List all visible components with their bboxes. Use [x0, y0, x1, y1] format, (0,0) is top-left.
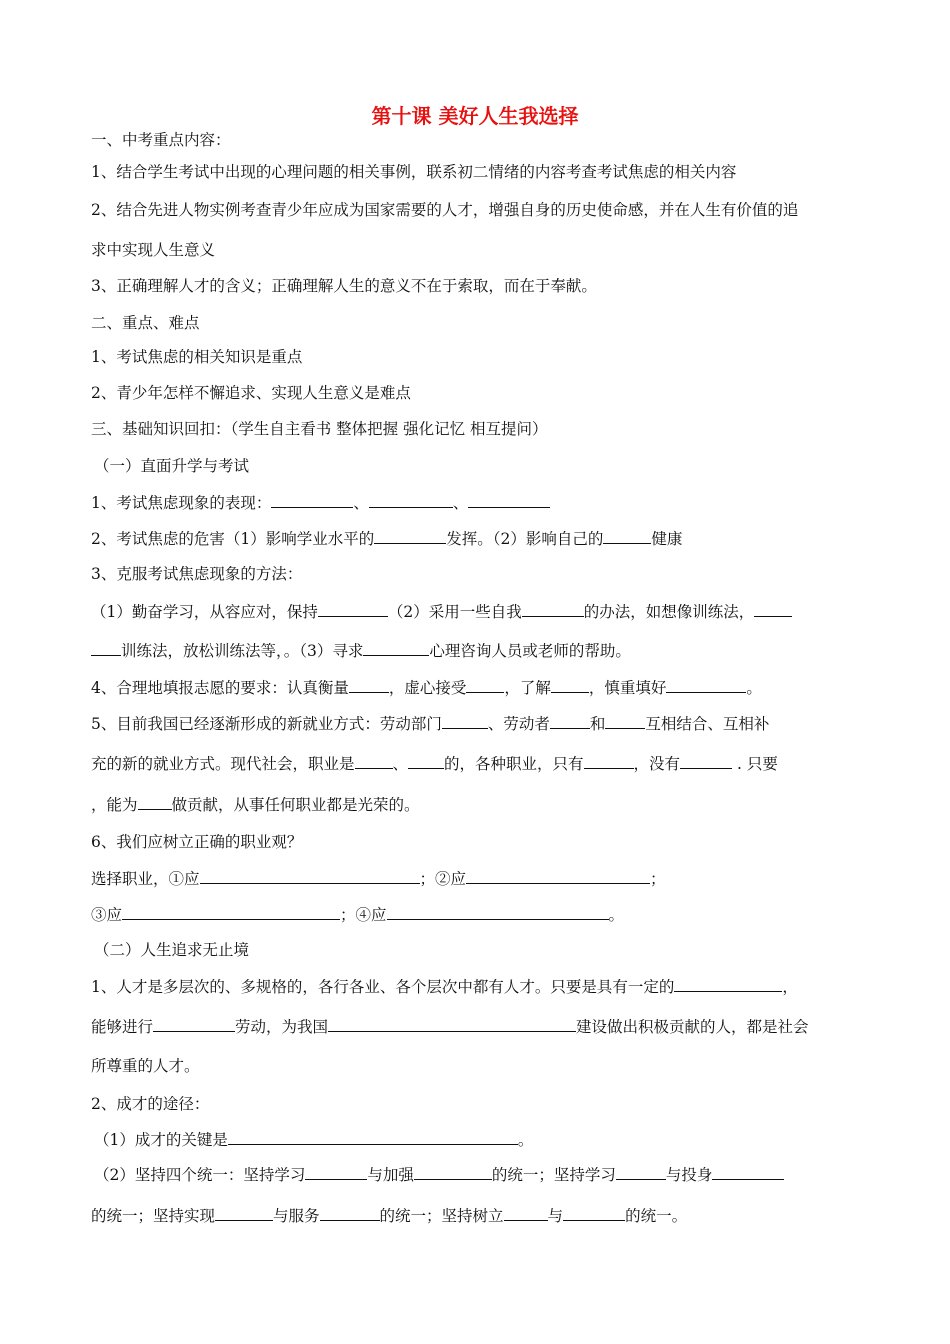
answer-blank[interactable] [408, 753, 444, 769]
fill-in-line: 能够进行 劳动，为我国 建设做出积极贡献的人，都是社会 [91, 1018, 809, 1036]
answer-blank[interactable] [680, 753, 732, 769]
answer-blank[interactable] [616, 1164, 666, 1180]
paragraph: 2、青少年怎样不懈追求、实现人生意义是难点 [91, 384, 411, 402]
answer-blank[interactable] [605, 713, 645, 729]
answer-blank[interactable] [138, 794, 172, 810]
paragraph: 1、结合学生考试中出现的心理问题的相关事例，联系初二情绪的内容考查考试焦虑的相关内容 [91, 163, 737, 181]
paragraph: 求中实现人生意义 [91, 241, 216, 259]
fill-in-line: 5、目前我国已经逐渐形成的新就业方式：劳动部门 、劳动者 和 互相结合、互相补 [91, 715, 770, 733]
answer-blank[interactable] [271, 492, 353, 508]
answer-blank[interactable] [522, 601, 584, 617]
answer-blank[interactable] [374, 528, 446, 544]
fill-in-line: 选择职业，①应 ；②应 ； [91, 870, 666, 888]
paragraph: 3、克服考试焦虑现象的方法： [91, 565, 303, 583]
answer-blank[interactable] [550, 713, 590, 729]
paragraph: 2、结合先进人物实例考查青少年应成为国家需要的人才，增强自身的历史使命感，并在人生有价值的追 [91, 201, 799, 219]
page-title: 第十课 美好人生我选择 [371, 104, 579, 128]
answer-blank[interactable] [200, 868, 420, 884]
fill-in-line: （1）成才的关键是 。 [94, 1131, 534, 1149]
paragraph: 6、我们应树立正确的职业观？ [91, 833, 303, 851]
answer-blank[interactable] [318, 601, 388, 617]
fill-in-line: ③应 ；④应 。 [91, 906, 625, 924]
fill-in-line: （2）坚持四个统一：坚持学习 与加强 的统一；坚持学习 与投身 [94, 1164, 784, 1185]
fill-in-line: 1、考试焦虑现象的表现： 、 、 [91, 492, 550, 513]
answer-blank[interactable] [504, 1205, 548, 1221]
answer-blank[interactable] [603, 528, 651, 544]
fill-in-line: ，能为 做贡献，从事任何职业都是光荣的。 [91, 796, 420, 814]
answer-blank[interactable] [563, 1205, 625, 1221]
answer-blank[interactable] [320, 1205, 380, 1221]
answer-blank[interactable] [369, 492, 453, 508]
answer-blank[interactable] [584, 753, 634, 769]
paragraph: 1、考试焦虑的相关知识是重点 [91, 348, 303, 366]
answer-blank[interactable] [349, 677, 389, 693]
answer-blank[interactable] [91, 640, 121, 656]
answer-blank[interactable] [215, 1205, 273, 1221]
answer-blank[interactable] [228, 1129, 518, 1145]
answer-blank[interactable] [355, 753, 393, 769]
answer-blank[interactable] [387, 904, 609, 920]
section-heading-1: 一、中考重点内容： [91, 131, 231, 149]
section-heading-3: 三、基础知识回扣：（学生自主看书 整体把握 强化记忆 相互提问） [91, 420, 548, 438]
answer-blank[interactable] [468, 492, 550, 508]
answer-blank[interactable] [466, 868, 650, 884]
section-heading-2: 二、重点、难点 [91, 314, 200, 332]
fill-in-line: 充的新的就业方式。现代社会，职业是 、 的，各种职业，只有 ，没有 . 只要 [91, 755, 778, 773]
answer-blank[interactable] [712, 1164, 784, 1180]
paragraph: 3、正确理解人才的含义；正确理解人生的意义不在于索取，而在于奉献。 [91, 277, 597, 295]
answer-blank[interactable] [442, 713, 488, 729]
answer-blank[interactable] [674, 976, 782, 992]
paragraph: 所尊重的人才。 [91, 1057, 200, 1075]
fill-in-line: 4、合理地填报志愿的要求：认真衡量 ，虚心接受 ，了解 ，慎重填好 。 [91, 679, 762, 697]
answer-blank[interactable] [122, 904, 340, 920]
answer-blank[interactable] [466, 677, 504, 693]
answer-blank[interactable] [666, 677, 746, 693]
fill-in-line: （1）勤奋学习，从容应对，保持 （2）采用一些自我 的办法，如想像训练法， [91, 601, 792, 622]
paragraph: 2、成才的途径： [91, 1095, 210, 1113]
answer-blank[interactable] [305, 1164, 367, 1180]
fill-in-line: 1、人才是多层次的、多规格的，各行各业、各个层次中都有人才。只要是具有一定的 ， [91, 978, 798, 996]
subsection-heading: （二）人生追求无止境 [94, 941, 250, 959]
answer-blank[interactable] [328, 1016, 576, 1032]
fill-in-line: 训练法，放松训练法等，。（3）寻求 心理咨询人员或老师的帮助。 [91, 640, 631, 661]
answer-blank[interactable] [754, 601, 792, 617]
answer-blank[interactable] [551, 677, 589, 693]
fill-in-line: 的统一；坚持实现 与服务 的统一；坚持树立 与 的统一。 [91, 1207, 688, 1225]
subsection-heading: （一）直面升学与考试 [94, 457, 250, 475]
fill-in-line: 2、考试焦虑的危害（1）影响学业水平的 发挥。（2）影响自己的 健康 [91, 530, 683, 548]
answer-blank[interactable] [363, 640, 429, 656]
answer-blank[interactable] [153, 1016, 235, 1032]
answer-blank[interactable] [414, 1164, 492, 1180]
